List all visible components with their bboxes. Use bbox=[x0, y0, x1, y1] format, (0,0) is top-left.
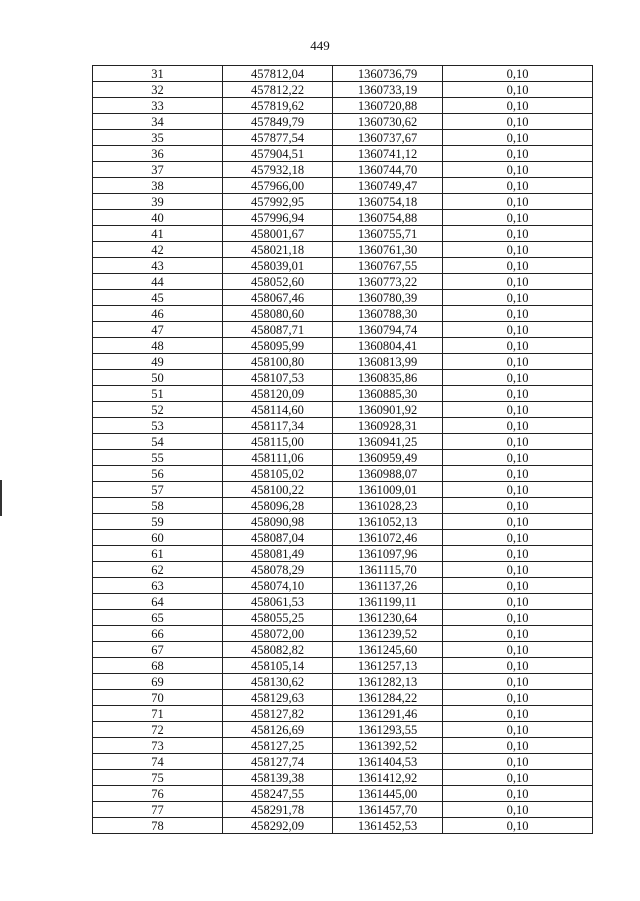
x-coordinate-cell: 458127,74 bbox=[223, 754, 333, 770]
point-number-cell: 38 bbox=[93, 178, 223, 194]
accuracy-cell: 0,10 bbox=[443, 370, 593, 386]
table-row bbox=[93, 306, 593, 322]
point-number-cell: 59 bbox=[93, 514, 223, 530]
x-coordinate-cell: 458074,10 bbox=[223, 578, 333, 594]
x-coordinate-cell: 458105,02 bbox=[223, 466, 333, 482]
point-number-cell: 76 bbox=[93, 786, 223, 802]
point-number-cell: 73 bbox=[93, 738, 223, 754]
y-coordinate-cell: 1361284,22 bbox=[333, 690, 443, 706]
table-row bbox=[93, 674, 593, 690]
coordinates-table-body bbox=[93, 66, 593, 834]
y-coordinate-cell: 1360988,07 bbox=[333, 466, 443, 482]
x-coordinate-cell: 458130,62 bbox=[223, 674, 333, 690]
x-coordinate-cell: 458292,09 bbox=[223, 818, 333, 834]
table-row bbox=[93, 370, 593, 386]
table-row bbox=[93, 482, 593, 498]
x-coordinate-cell: 458055,25 bbox=[223, 610, 333, 626]
accuracy-cell: 0,10 bbox=[443, 466, 593, 482]
y-coordinate-cell: 1361452,53 bbox=[333, 818, 443, 834]
table-row bbox=[93, 514, 593, 530]
accuracy-cell: 0,10 bbox=[443, 338, 593, 354]
y-coordinate-cell: 1361445,00 bbox=[333, 786, 443, 802]
accuracy-cell: 0,10 bbox=[443, 482, 593, 498]
y-coordinate-cell: 1361392,52 bbox=[333, 738, 443, 754]
accuracy-cell: 0,10 bbox=[443, 754, 593, 770]
accuracy-cell: 0,10 bbox=[443, 594, 593, 610]
x-coordinate-cell: 457932,18 bbox=[223, 162, 333, 178]
point-number-cell: 52 bbox=[93, 402, 223, 418]
x-coordinate-cell: 458127,25 bbox=[223, 738, 333, 754]
y-coordinate-cell: 1361230,64 bbox=[333, 610, 443, 626]
x-coordinate-cell: 457812,22 bbox=[223, 82, 333, 98]
accuracy-cell: 0,10 bbox=[443, 354, 593, 370]
accuracy-cell: 0,10 bbox=[443, 162, 593, 178]
accuracy-cell: 0,10 bbox=[443, 178, 593, 194]
point-number-cell: 50 bbox=[93, 370, 223, 386]
x-coordinate-cell: 458052,60 bbox=[223, 274, 333, 290]
y-coordinate-cell: 1361115,70 bbox=[333, 562, 443, 578]
accuracy-cell: 0,10 bbox=[443, 578, 593, 594]
table-row bbox=[93, 226, 593, 242]
accuracy-cell: 0,10 bbox=[443, 210, 593, 226]
x-coordinate-cell: 458087,04 bbox=[223, 530, 333, 546]
table-row bbox=[93, 770, 593, 786]
point-number-cell: 57 bbox=[93, 482, 223, 498]
point-number-cell: 58 bbox=[93, 498, 223, 514]
y-coordinate-cell: 1361412,92 bbox=[333, 770, 443, 786]
x-coordinate-cell: 458082,82 bbox=[223, 642, 333, 658]
accuracy-cell: 0,10 bbox=[443, 546, 593, 562]
point-number-cell: 43 bbox=[93, 258, 223, 274]
y-coordinate-cell: 1361245,60 bbox=[333, 642, 443, 658]
y-coordinate-cell: 1361282,13 bbox=[333, 674, 443, 690]
accuracy-cell: 0,10 bbox=[443, 306, 593, 322]
x-coordinate-cell: 457966,00 bbox=[223, 178, 333, 194]
point-number-cell: 74 bbox=[93, 754, 223, 770]
y-coordinate-cell: 1360794,74 bbox=[333, 322, 443, 338]
y-coordinate-cell: 1361097,96 bbox=[333, 546, 443, 562]
point-number-cell: 72 bbox=[93, 722, 223, 738]
table-row bbox=[93, 578, 593, 594]
x-coordinate-cell: 457849,79 bbox=[223, 114, 333, 130]
accuracy-cell: 0,10 bbox=[443, 738, 593, 754]
y-coordinate-cell: 1360736,79 bbox=[333, 66, 443, 82]
point-number-cell: 48 bbox=[93, 338, 223, 354]
point-number-cell: 51 bbox=[93, 386, 223, 402]
y-coordinate-cell: 1361028,23 bbox=[333, 498, 443, 514]
point-number-cell: 47 bbox=[93, 322, 223, 338]
point-number-cell: 71 bbox=[93, 706, 223, 722]
x-coordinate-cell: 458120,09 bbox=[223, 386, 333, 402]
y-coordinate-cell: 1361457,70 bbox=[333, 802, 443, 818]
table-row bbox=[93, 402, 593, 418]
table-row bbox=[93, 82, 593, 98]
x-coordinate-cell: 458078,29 bbox=[223, 562, 333, 578]
table-row bbox=[93, 66, 593, 82]
point-number-cell: 54 bbox=[93, 434, 223, 450]
y-coordinate-cell: 1360780,39 bbox=[333, 290, 443, 306]
y-coordinate-cell: 1360767,55 bbox=[333, 258, 443, 274]
accuracy-cell: 0,10 bbox=[443, 642, 593, 658]
accuracy-cell: 0,10 bbox=[443, 226, 593, 242]
table-row bbox=[93, 322, 593, 338]
y-coordinate-cell: 1360835,86 bbox=[333, 370, 443, 386]
accuracy-cell: 0,10 bbox=[443, 770, 593, 786]
point-number-cell: 32 bbox=[93, 82, 223, 98]
y-coordinate-cell: 1360754,88 bbox=[333, 210, 443, 226]
accuracy-cell: 0,10 bbox=[443, 386, 593, 402]
x-coordinate-cell: 458095,99 bbox=[223, 338, 333, 354]
y-coordinate-cell: 1360733,19 bbox=[333, 82, 443, 98]
x-coordinate-cell: 457992,95 bbox=[223, 194, 333, 210]
x-coordinate-cell: 457904,51 bbox=[223, 146, 333, 162]
point-number-cell: 36 bbox=[93, 146, 223, 162]
x-coordinate-cell: 458096,28 bbox=[223, 498, 333, 514]
x-coordinate-cell: 458114,60 bbox=[223, 402, 333, 418]
x-coordinate-cell: 458072,00 bbox=[223, 626, 333, 642]
accuracy-cell: 0,10 bbox=[443, 514, 593, 530]
table-row bbox=[93, 354, 593, 370]
scan-margin-mark bbox=[0, 480, 2, 516]
point-number-cell: 44 bbox=[93, 274, 223, 290]
table-row bbox=[93, 418, 593, 434]
table-row bbox=[93, 146, 593, 162]
y-coordinate-cell: 1360813,99 bbox=[333, 354, 443, 370]
table-row bbox=[93, 386, 593, 402]
accuracy-cell: 0,10 bbox=[443, 322, 593, 338]
x-coordinate-cell: 458105,14 bbox=[223, 658, 333, 674]
table-row bbox=[93, 290, 593, 306]
point-number-cell: 49 bbox=[93, 354, 223, 370]
x-coordinate-cell: 458115,00 bbox=[223, 434, 333, 450]
point-number-cell: 60 bbox=[93, 530, 223, 546]
y-coordinate-cell: 1360754,18 bbox=[333, 194, 443, 210]
accuracy-cell: 0,10 bbox=[443, 242, 593, 258]
point-number-cell: 45 bbox=[93, 290, 223, 306]
y-coordinate-cell: 1361404,53 bbox=[333, 754, 443, 770]
point-number-cell: 55 bbox=[93, 450, 223, 466]
point-number-cell: 61 bbox=[93, 546, 223, 562]
table-row bbox=[93, 98, 593, 114]
x-coordinate-cell: 457819,62 bbox=[223, 98, 333, 114]
point-number-cell: 46 bbox=[93, 306, 223, 322]
point-number-cell: 64 bbox=[93, 594, 223, 610]
accuracy-cell: 0,10 bbox=[443, 610, 593, 626]
accuracy-cell: 0,10 bbox=[443, 98, 593, 114]
y-coordinate-cell: 1360901,92 bbox=[333, 402, 443, 418]
y-coordinate-cell: 1360755,71 bbox=[333, 226, 443, 242]
table-row bbox=[93, 498, 593, 514]
y-coordinate-cell: 1360730,62 bbox=[333, 114, 443, 130]
table-row bbox=[93, 178, 593, 194]
point-number-cell: 70 bbox=[93, 690, 223, 706]
table-row bbox=[93, 114, 593, 130]
accuracy-cell: 0,10 bbox=[443, 434, 593, 450]
x-coordinate-cell: 458107,53 bbox=[223, 370, 333, 386]
x-coordinate-cell: 458111,06 bbox=[223, 450, 333, 466]
table-row bbox=[93, 754, 593, 770]
point-number-cell: 33 bbox=[93, 98, 223, 114]
x-coordinate-cell: 458247,55 bbox=[223, 786, 333, 802]
accuracy-cell: 0,10 bbox=[443, 194, 593, 210]
x-coordinate-cell: 458100,22 bbox=[223, 482, 333, 498]
point-number-cell: 53 bbox=[93, 418, 223, 434]
accuracy-cell: 0,10 bbox=[443, 626, 593, 642]
point-number-cell: 78 bbox=[93, 818, 223, 834]
point-number-cell: 31 bbox=[93, 66, 223, 82]
table-row bbox=[93, 642, 593, 658]
y-coordinate-cell: 1360804,41 bbox=[333, 338, 443, 354]
table-row bbox=[93, 786, 593, 802]
table-row bbox=[93, 738, 593, 754]
x-coordinate-cell: 458090,98 bbox=[223, 514, 333, 530]
accuracy-cell: 0,10 bbox=[443, 290, 593, 306]
table-row bbox=[93, 162, 593, 178]
accuracy-cell: 0,10 bbox=[443, 66, 593, 82]
accuracy-cell: 0,10 bbox=[443, 146, 593, 162]
y-coordinate-cell: 1360761,30 bbox=[333, 242, 443, 258]
table-row bbox=[93, 530, 593, 546]
y-coordinate-cell: 1361293,55 bbox=[333, 722, 443, 738]
x-coordinate-cell: 458117,34 bbox=[223, 418, 333, 434]
point-number-cell: 67 bbox=[93, 642, 223, 658]
y-coordinate-cell: 1361137,26 bbox=[333, 578, 443, 594]
accuracy-cell: 0,10 bbox=[443, 82, 593, 98]
x-coordinate-cell: 458001,67 bbox=[223, 226, 333, 242]
x-coordinate-cell: 458129,63 bbox=[223, 690, 333, 706]
y-coordinate-cell: 1360773,22 bbox=[333, 274, 443, 290]
y-coordinate-cell: 1360788,30 bbox=[333, 306, 443, 322]
table-row bbox=[93, 130, 593, 146]
point-number-cell: 56 bbox=[93, 466, 223, 482]
table-row bbox=[93, 466, 593, 482]
point-number-cell: 37 bbox=[93, 162, 223, 178]
accuracy-cell: 0,10 bbox=[443, 818, 593, 834]
x-coordinate-cell: 457812,04 bbox=[223, 66, 333, 82]
point-number-cell: 42 bbox=[93, 242, 223, 258]
accuracy-cell: 0,10 bbox=[443, 706, 593, 722]
x-coordinate-cell: 458126,69 bbox=[223, 722, 333, 738]
y-coordinate-cell: 1360744,70 bbox=[333, 162, 443, 178]
x-coordinate-cell: 458081,49 bbox=[223, 546, 333, 562]
accuracy-cell: 0,10 bbox=[443, 130, 593, 146]
accuracy-cell: 0,10 bbox=[443, 690, 593, 706]
table-row bbox=[93, 722, 593, 738]
x-coordinate-cell: 457877,54 bbox=[223, 130, 333, 146]
table-row bbox=[93, 338, 593, 354]
accuracy-cell: 0,10 bbox=[443, 402, 593, 418]
page-number: 449 bbox=[310, 38, 330, 53]
point-number-cell: 63 bbox=[93, 578, 223, 594]
y-coordinate-cell: 1361072,46 bbox=[333, 530, 443, 546]
x-coordinate-cell: 458139,38 bbox=[223, 770, 333, 786]
table-row bbox=[93, 802, 593, 818]
point-number-cell: 69 bbox=[93, 674, 223, 690]
table-row bbox=[93, 610, 593, 626]
x-coordinate-cell: 458067,46 bbox=[223, 290, 333, 306]
point-number-cell: 75 bbox=[93, 770, 223, 786]
accuracy-cell: 0,10 bbox=[443, 802, 593, 818]
table-row bbox=[93, 562, 593, 578]
point-number-cell: 40 bbox=[93, 210, 223, 226]
point-number-cell: 66 bbox=[93, 626, 223, 642]
accuracy-cell: 0,10 bbox=[443, 258, 593, 274]
y-coordinate-cell: 1360741,12 bbox=[333, 146, 443, 162]
table-row bbox=[93, 434, 593, 450]
x-coordinate-cell: 458021,18 bbox=[223, 242, 333, 258]
x-coordinate-cell: 458061,53 bbox=[223, 594, 333, 610]
y-coordinate-cell: 1360959,49 bbox=[333, 450, 443, 466]
y-coordinate-cell: 1361052,13 bbox=[333, 514, 443, 530]
y-coordinate-cell: 1360928,31 bbox=[333, 418, 443, 434]
accuracy-cell: 0,10 bbox=[443, 274, 593, 290]
x-coordinate-cell: 458100,80 bbox=[223, 354, 333, 370]
y-coordinate-cell: 1360737,67 bbox=[333, 130, 443, 146]
x-coordinate-cell: 458291,78 bbox=[223, 802, 333, 818]
table-row bbox=[93, 818, 593, 834]
y-coordinate-cell: 1361199,11 bbox=[333, 594, 443, 610]
y-coordinate-cell: 1361239,52 bbox=[333, 626, 443, 642]
x-coordinate-cell: 458039,01 bbox=[223, 258, 333, 274]
point-number-cell: 68 bbox=[93, 658, 223, 674]
table-row bbox=[93, 258, 593, 274]
table-row bbox=[93, 690, 593, 706]
table-row bbox=[93, 210, 593, 226]
accuracy-cell: 0,10 bbox=[443, 562, 593, 578]
table-row bbox=[93, 274, 593, 290]
y-coordinate-cell: 1360941,25 bbox=[333, 434, 443, 450]
y-coordinate-cell: 1360885,30 bbox=[333, 386, 443, 402]
table-row bbox=[93, 546, 593, 562]
coordinates-table bbox=[92, 65, 593, 834]
accuracy-cell: 0,10 bbox=[443, 674, 593, 690]
table-row bbox=[93, 194, 593, 210]
x-coordinate-cell: 457996,94 bbox=[223, 210, 333, 226]
accuracy-cell: 0,10 bbox=[443, 114, 593, 130]
accuracy-cell: 0,10 bbox=[443, 418, 593, 434]
accuracy-cell: 0,10 bbox=[443, 786, 593, 802]
y-coordinate-cell: 1361009,01 bbox=[333, 482, 443, 498]
point-number-cell: 77 bbox=[93, 802, 223, 818]
table-row bbox=[93, 658, 593, 674]
table-row bbox=[93, 706, 593, 722]
y-coordinate-cell: 1361257,13 bbox=[333, 658, 443, 674]
y-coordinate-cell: 1360749,47 bbox=[333, 178, 443, 194]
table-row bbox=[93, 242, 593, 258]
y-coordinate-cell: 1361291,46 bbox=[333, 706, 443, 722]
x-coordinate-cell: 458127,82 bbox=[223, 706, 333, 722]
x-coordinate-cell: 458087,71 bbox=[223, 322, 333, 338]
x-coordinate-cell: 458080,60 bbox=[223, 306, 333, 322]
table-row bbox=[93, 450, 593, 466]
table-row bbox=[93, 626, 593, 642]
y-coordinate-cell: 1360720,88 bbox=[333, 98, 443, 114]
table-row bbox=[93, 594, 593, 610]
point-number-cell: 65 bbox=[93, 610, 223, 626]
point-number-cell: 62 bbox=[93, 562, 223, 578]
point-number-cell: 41 bbox=[93, 226, 223, 242]
accuracy-cell: 0,10 bbox=[443, 658, 593, 674]
accuracy-cell: 0,10 bbox=[443, 498, 593, 514]
accuracy-cell: 0,10 bbox=[443, 530, 593, 546]
point-number-cell: 35 bbox=[93, 130, 223, 146]
accuracy-cell: 0,10 bbox=[443, 722, 593, 738]
point-number-cell: 39 bbox=[93, 194, 223, 210]
accuracy-cell: 0,10 bbox=[443, 450, 593, 466]
point-number-cell: 34 bbox=[93, 114, 223, 130]
